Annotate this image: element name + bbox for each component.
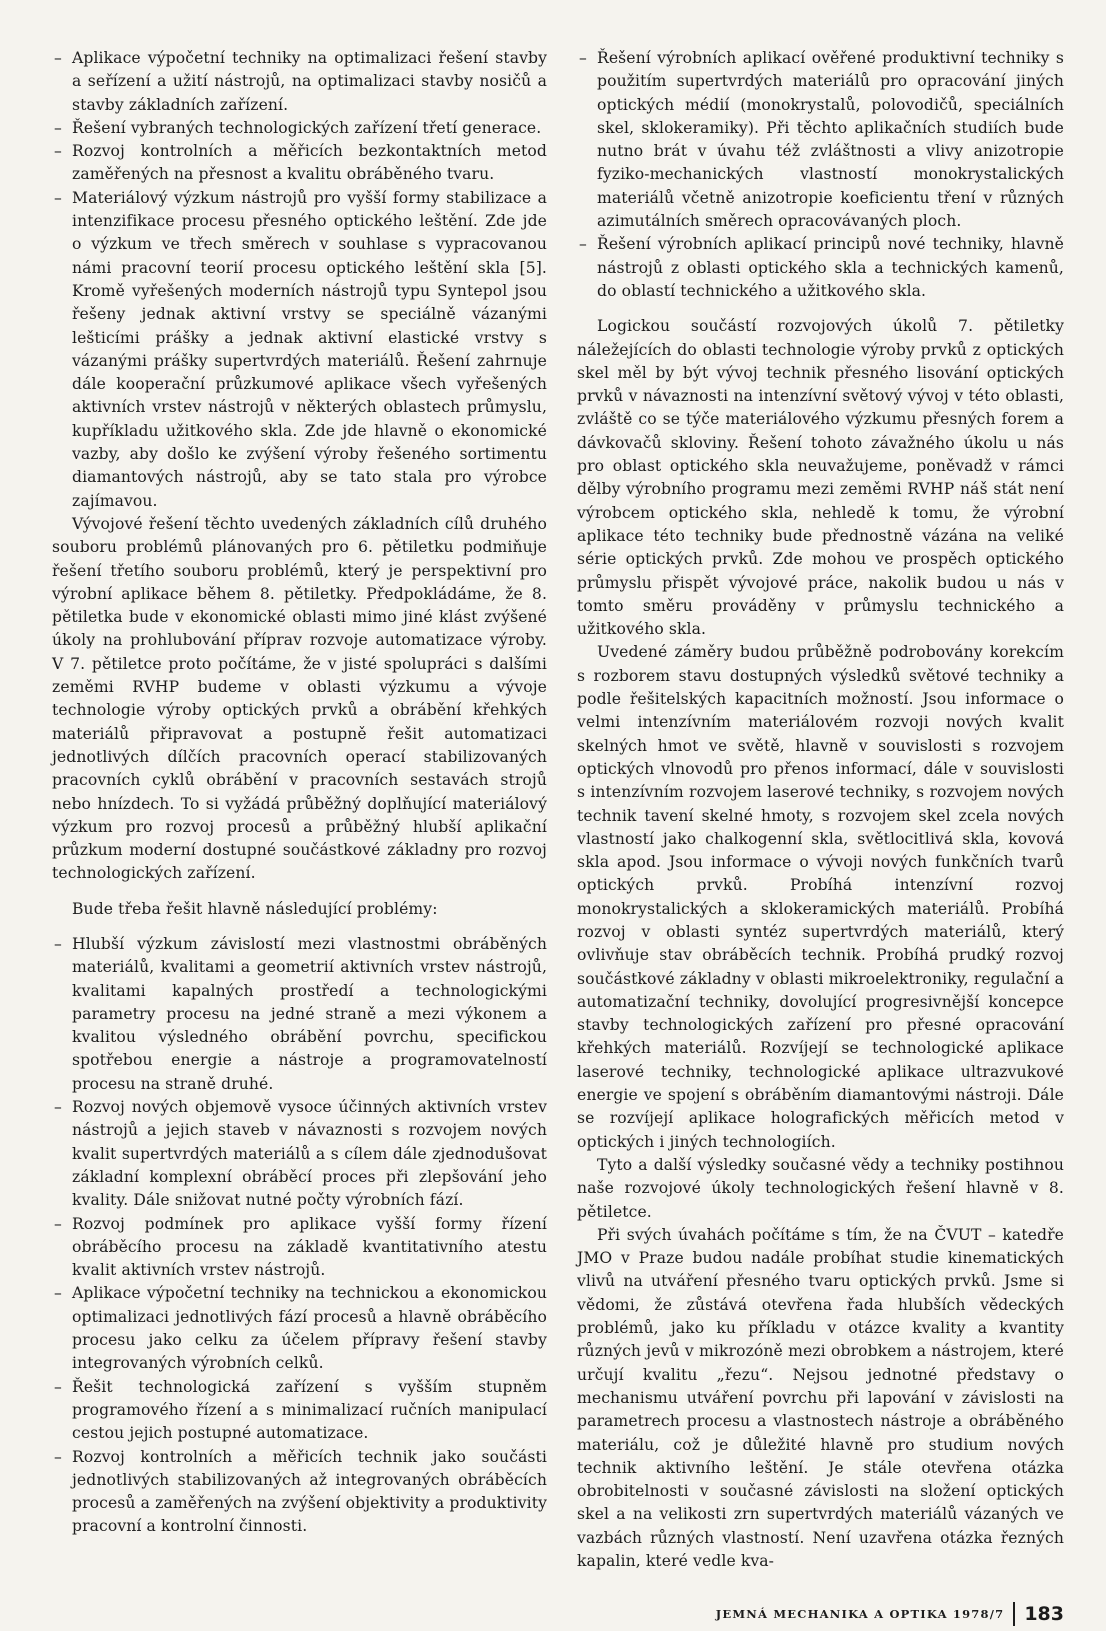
paragraph: Logickou součástí rozvojových úkolů 7. pětiletky náležejících do oblasti technologie výroby prvků z optických skel měl by být vývoj technik přesného lisování optických prvků v návaznosti na intenzívní světový vývoj v této oblasti, zvláště co se týče materiálového výzkumu přesných forem a dávkovačů skloviny. Řešení tohoto závažného úkolu u nás pro oblast optického skla neuvažujeme, poněvadž v rámci dělby výrobního programu mezi zeměmi RVHP náš stát není výrobcem optického skla, nehledě k tomu, že výrobní aplikace této techniky bude přednostně vázána na veliké série optických prvků. Zde mohou ve prospěch optického průmyslu přispět vývojové práce, nakolik budou u nás v tomto směru prováděny v průmyslu technického a užitkového skla.: [577, 317, 1064, 639]
bullet-item: – Řešení výrobních aplikací ověřené produktivní techniky s použitím supertvrdých materiálů pro opracování jiných optických médií (monokrystalů, polovodičů, speciálních skel, sklokeramiky). Při těchto aplikačních studiích bude nutno brát v úvahu též zvláštnosti a vlivy anizotropie fyziko-mechanických vlastností monokrystalických materiálů včetně anizotropie koeficientu tření v různých azimutálních směrech opracovávaných ploch.: [577, 47, 1064, 233]
bullet-item: – Hlubší výzkum závislostí mezi vlastnostmi obráběných materiálů, kvalitami a geometrií aktivních vrstev nástrojů, kvalitami kapalných prostředí a technologickými parametry procesu na jedné straně a mezi výkonem a kvalitou výsledného obrábění povrchu, specifickou spotřebou energie a nástroje a programovatelností procesu na straně druhé.: [52, 933, 547, 1096]
bullet-item: – Řešit technologická zařízení s vyšším stupněm programového řízení a s minimalizací ručních manipulací cestou jejich postupné automatizace.: [52, 1376, 547, 1446]
footer-divider: [1013, 1602, 1015, 1626]
paragraph: Bude třeba řešit hlavně následující problémy:: [72, 899, 438, 918]
right-text-column: [577, 47, 1064, 1573]
bullet-item: – Řešení vybraných technologických zařízení třetí generace.: [52, 117, 547, 140]
bullet-item: – Rozvoj kontrolních a měřicích technik jako součásti jednotlivých stabilizovaných až integrovaných obráběcích procesů a zaměřených na zvýšení objektivity a produktivity pracovní a kontrolní činnosti.: [52, 1446, 547, 1539]
bullet-item: – Aplikace výpočetní techniky na optimalizaci řešení stavby a seřízení a užití nástrojů, na optimalizaci stavby nosičů a stavby základních zařízení.: [52, 47, 547, 117]
paragraph: Tyto a další výsledky současné vědy a techniky postihnou naše rozvojové úkoly technologických řešení hlavně v 8. pětiletce.: [577, 1155, 1064, 1221]
paragraph: Uvedené záměry budou průběžně podrobovány korekcím s rozborem stavu dostupných výsledků světové techniky a podle řešitelských kapacitních možností. Jsou informace o velmi intenzívním materiálovém rozvoji nových kvalit skelných hmot ve světě, hlavně v souvislosti s rozvojem optických vlnovodů pro přenos informací, dále v souvislosti s intenzívním rozvojem laserové techniky, s rozvojem nových technik tavení skelné hmoty, s rozvojem skel zcela nových vlastností jako chalkogenní skla, světlocitlivá skla, kovová skla apod. Jsou informace o vývoji nových funkčních tvarů optických prvků. Probíhá intenzívní rozvoj monokrystalických a sklokeramických materiálů. Probíhá rozvoj v oblasti syntéz supertvrdých materiálů, který ovlivňuje stav obráběcích technik. Probíhá prudký rozvoj součástkové základny v oblasti mikroelektroniky, regulační a automatizační techniky, dovolující progresivnější koncepce stavby technologických zařízení pro přesné opracování křehkých materiálů. Rozvíjejí se technologické aplikace laserové techniky, technologické aplikace ultrazvukové energie ve spojení s obráběním diamantovými nástroji. Dále se rozvíjejí aplikace holografických měřicích metod v optických i jiných technologiích.: [577, 643, 1064, 1151]
paragraph: Při svých úvahách počítáme s tím, že na ČVUT – katedře JMO v Praze budou nadále probíhat studie kinematických vlivů na utváření přesného tvaru optických prvků. Jsme si vědomi, že zůstává otevřena řada hlubších vědeckých problémů, jako ku příkladu v otázce kvality a kvantity různých jevů v mikrozóně mezi obrobkem a nástrojem, které určují kvalitu „řezu“. Nejsou jednotné představy o mechanismu utváření povrchu při lapování v závislosti na parametrech procesu a vlastnostech nástroje a obráběného materiálu, což je důležité hlavně pro studium nových technik aktivního leštění. Je stále otevřena otázka obrobitelnosti v současné závislosti na složení optických skel a na velikosti zrn supertvrdých materiálů vázaných ve vazbách různých vlastností. Není uzavřena otázka řezných kapalin, které vedle kva-: [577, 1225, 1064, 1570]
bullet-item: – Rozvoj nových objemově vysoce účinných aktivních vrstev nástrojů a jejich staveb v návaznosti s rozvojem nových kvalit supertvrdých materiálů a s cílem dále zjednodušovat základní komplexní obráběcí proces při zlepšování jeho kvality. Dále snižovat nutné počty výrobních fází.: [52, 1096, 547, 1212]
left-text-column: [52, 47, 547, 1539]
bullet-item: – Rozvoj kontrolních a měřicích bezkontaktních metod zaměřených na přesnost a kvalitu obráběného tvaru.: [52, 140, 547, 187]
bullet-item: – Materiálový výzkum nástrojů pro vyšší formy stabilizace a intenzifikace procesu přesného optického leštění. Zde jde o výzkum ve třech směrech v souhlase s vypracovanou námi pracovní teorií procesu optického leštění skla [5]. Kromě vyřešených moderních nástrojů typu Syntepol jsou řešeny jednak aktivní vrstvy se speciálně vázanými lešticími prášky a jednak aktivní elastické vrstvy s vázanými prášky supertvrdých materiálů. Řešení zahrnuje dále kooperační průzkumové aplikace všech vyřešených aktivních vrstev nástrojů v některých oblastech průmyslu, kupříkladu užitkového skla. Zde jde hlavně o ekonomické vazby, aby došlo ke zvýšení výroby řešeného sortimentu diamantových nástrojů, aby se tato stala pro výrobce zajímavou.: [52, 187, 547, 513]
bullet-item: – Aplikace výpočetní techniky na technickou a ekonomickou optimalizaci jednotlivých fází procesů a hlavně obráběcího procesu jako celku za účelem přípravy řešení stavby integrovaných výrobních celků.: [52, 1282, 547, 1375]
bullet-item: – Řešení výrobních aplikací principů nové techniky, hlavně nástrojů z oblasti optického skla a technických kamenů, do oblastí technického a užitkového skla.: [577, 233, 1064, 303]
page-footer: [716, 1602, 1064, 1626]
paragraph: Vývojové řešení těchto uvedených základních cílů druhého souboru problémů plánovaných pro 6. pětiletku podmiňuje řešení třetího souboru problémů, který je perspektivní pro výrobní aplikace během 8. pětiletky. Předpokládáme, že 8. pětiletka bude v ekonomické oblasti mimo jiné klást zvýšené úkoly na prohlubování příprav rozvoje automatizace výroby. V 7. pětiletce proto počítáme, že v jisté spolupráci s dalšími zeměmi RVHP budeme v oblasti výzkumu a vývoje technologie výroby optických prvků a obrábění křehkých materiálů připravovat a postupně řešit automatizaci jednotlivých dílčích pracovních operací stabilizovaných pracovních cyklů obrábění v pracovních sestavách strojů nebo hnízdech. To si vyžádá průběžný doplňující materiálový výzkum pro rozvoj procesů a průběžný hlubší aplikační průzkum moderní dostupné součástkové základny pro rozvoj technologických zařízení.: [52, 514, 547, 883]
journal-title: JEMNÁ MECHANIKA A OPTIKA 1978/7: [715, 1607, 1005, 1621]
bullet-item: – Rozvoj podmínek pro aplikace vyšší formy řízení obráběcího procesu na základě kvantitativního atestu kvalit aktivních vrstev nástrojů.: [52, 1213, 547, 1283]
page-number: 183: [1024, 1603, 1064, 1625]
